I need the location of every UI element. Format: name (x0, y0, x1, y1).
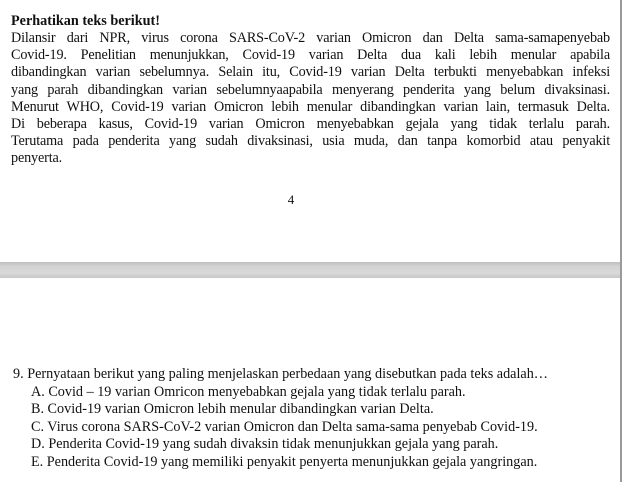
question-text: 9. Pernyataan berikut yang paling menjelaskan perbedaan yang disebutkan pada teks adalah… (13, 366, 548, 382)
answer-option-d: D. Penderita Covid-19 yang sudah divaksin tidak menunjukkan gejala yang parah. (31, 436, 499, 453)
answer-option-c: C. Virus corona SARS-CoV-2 varian Omicron dan Delta sama-sama penyebab Covid-19. (31, 418, 538, 435)
passage-line: Dilansir dari NPR, virus corona SARS-CoV-2 varian Omicron dan Delta sama-samapenyebab (11, 30, 610, 46)
passage-line: Covid-19. Penelitian menunjukkan, Covid-19 varian Delta dua kali lebih menular apabila (11, 47, 610, 64)
page-separator (0, 262, 622, 278)
passage-line: dibandingkan varian sebelumnya. Selain itu, Covid-19 varian Delta terbukti menyebabkan infeksi (11, 64, 610, 81)
passage-line: Menurut WHO, Covid-19 varian Omicron lebih menular dibandingkan varian lain, termasuk Delta. (11, 98, 610, 115)
page-number: 4 (287, 192, 295, 207)
answer-option-a: A. Covid – 19 varian Omricon menyebabkan gejala yang tidak terlalu parah. (31, 384, 466, 400)
answer-options (31, 384, 538, 471)
answer-option-e: E. Penderita Covid-19 yang memiliki penyakit penyerta menunjukkan gejala yangringan. (31, 453, 538, 470)
section-heading: Perhatikan teks berikut! (11, 13, 160, 29)
passage-line: Terutama pada penderita yang sudah divaksinasi, usia muda, dan tanpa komorbid atau penyakit (11, 133, 610, 150)
passage-line: Di beberapa kasus, Covid-19 varian Omicron menyebabkan gejala yang tidak terlalu parah. (11, 116, 610, 133)
passage-line: penyerta. (11, 150, 63, 167)
reading-passage (11, 30, 610, 168)
passage-line: yang parah dibandingkan varian sebelumnyaapabila menyerang penderita yang belum divaksinasi. (11, 81, 610, 98)
answer-option-b: B. Covid-19 varian Omicron lebih menular dibandingkan varian Delta. (31, 401, 434, 418)
